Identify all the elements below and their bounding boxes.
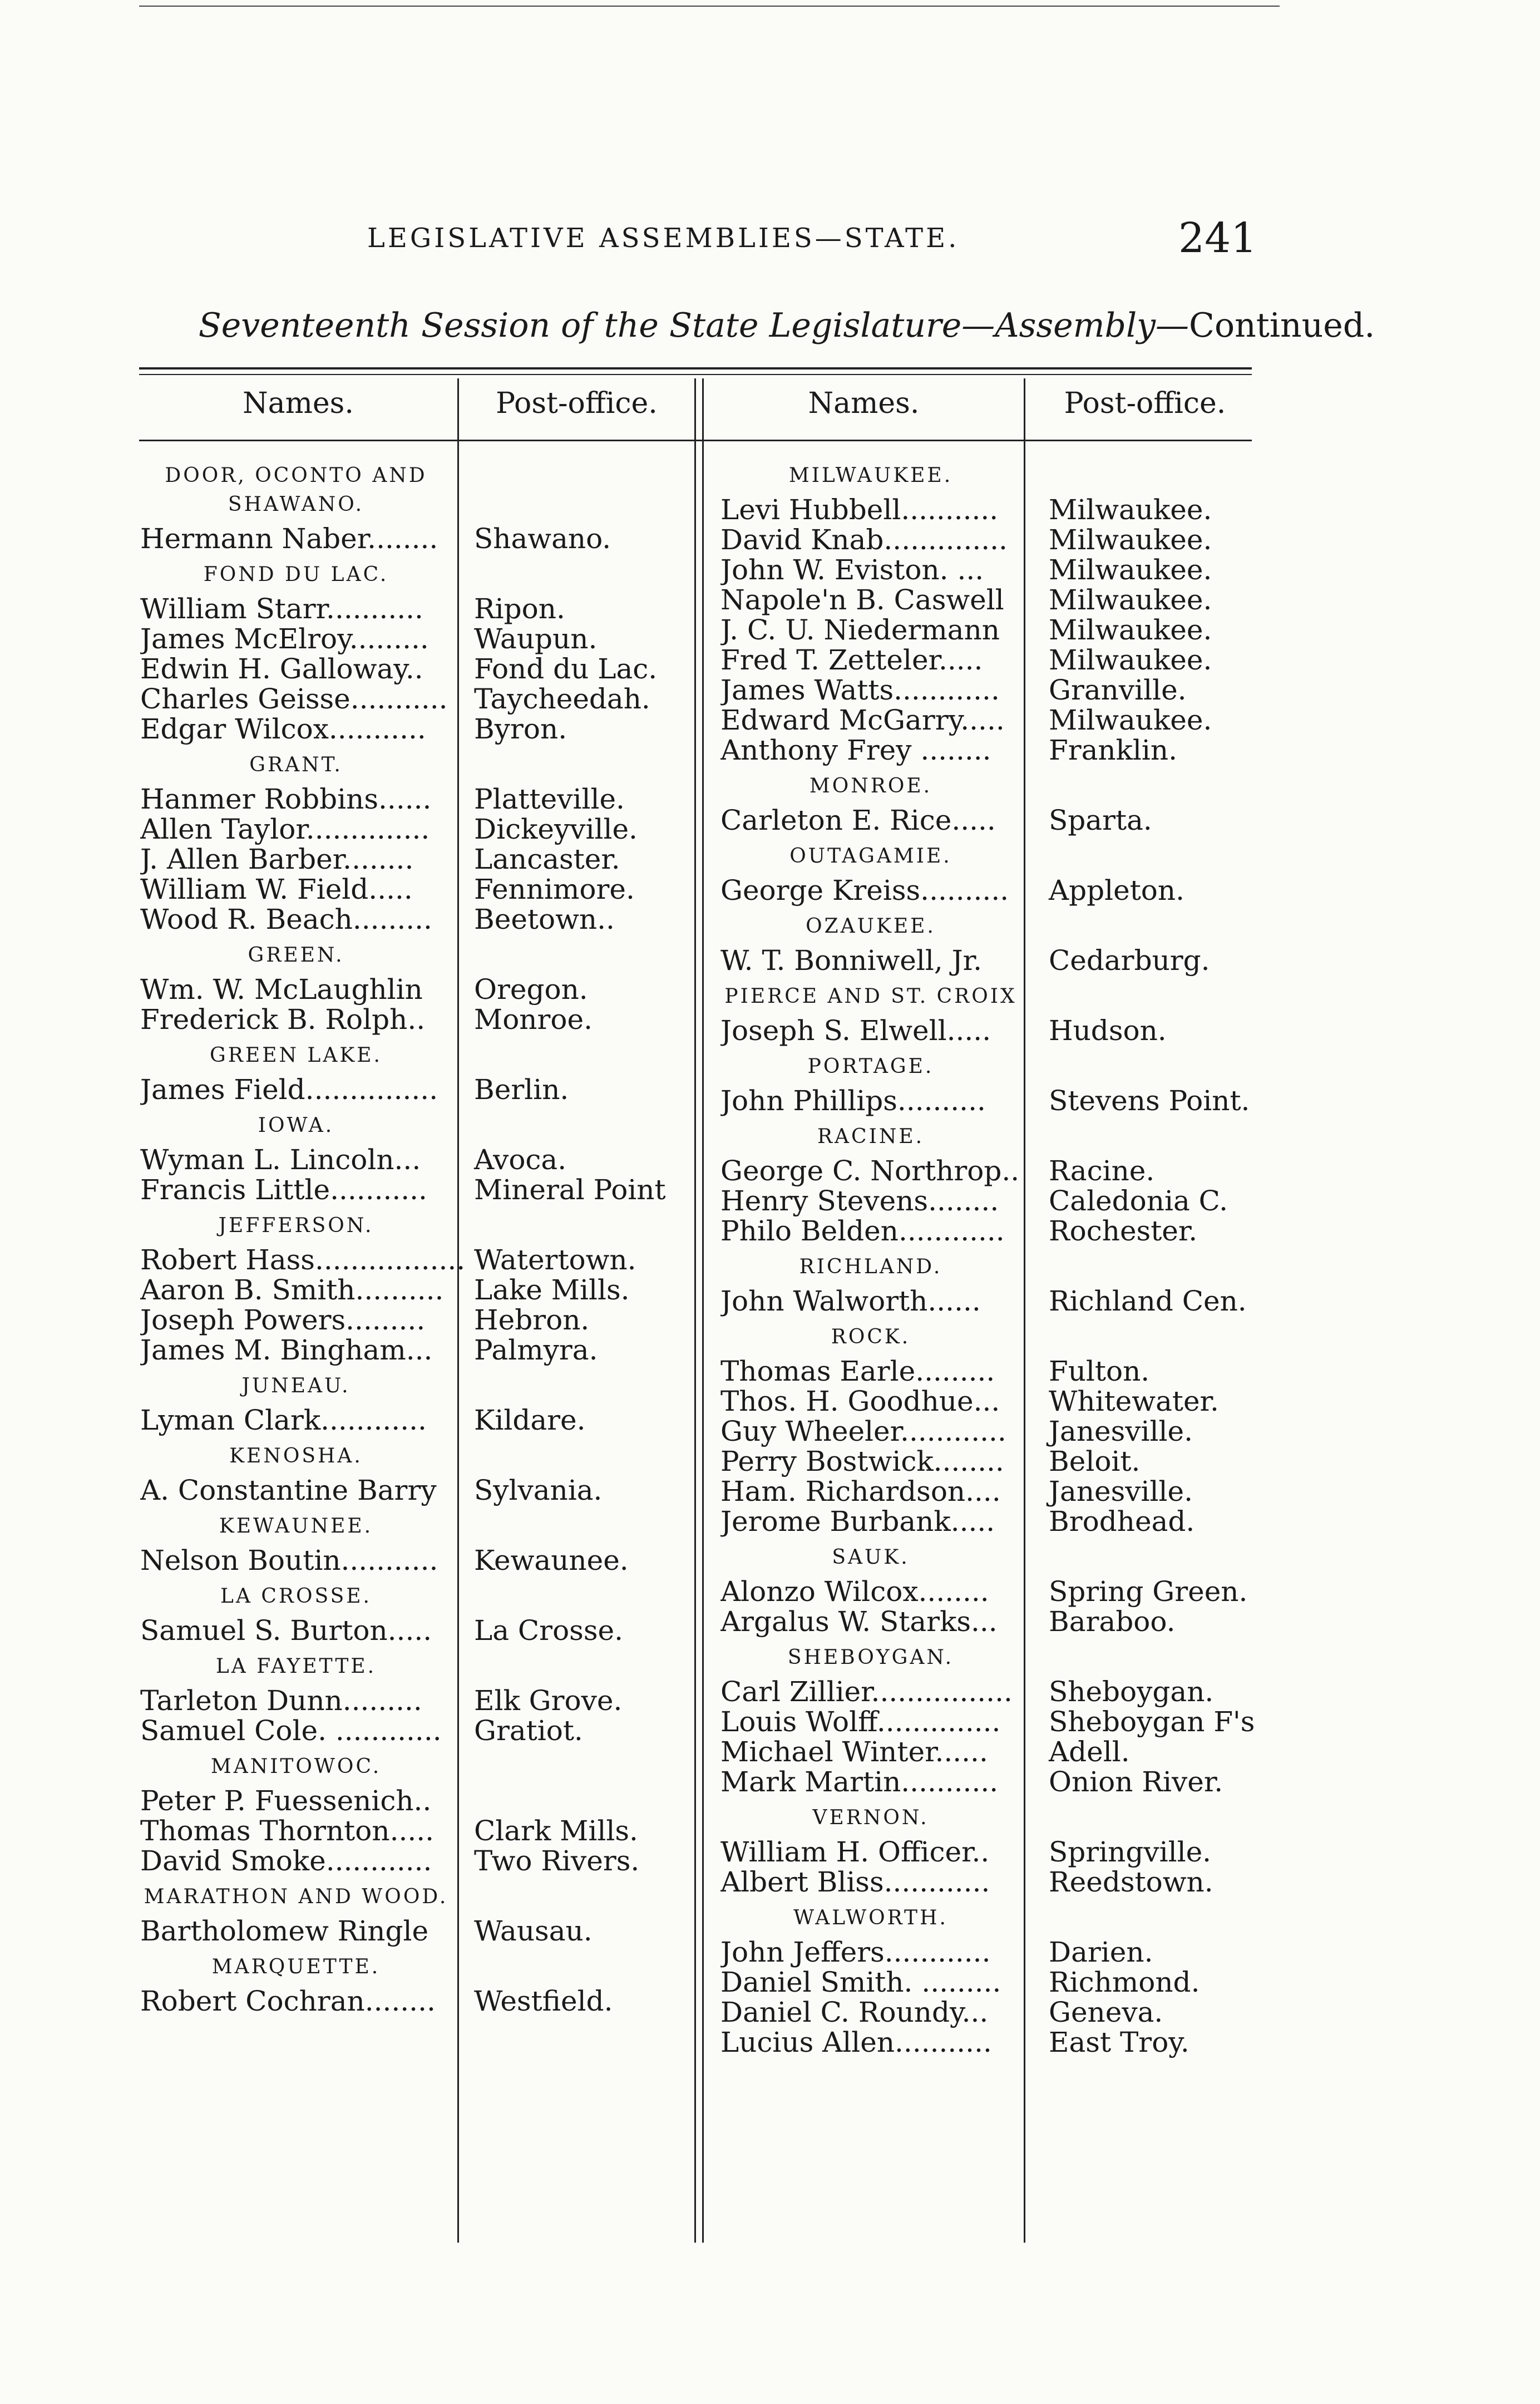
- table-top-rule: [139, 367, 1252, 370]
- member-post-office: Westfield.: [474, 1985, 613, 2017]
- member-name: Carl Zillier................: [720, 1676, 1013, 1708]
- member-row: [720, 1676, 1277, 1706]
- member-row: [720, 1085, 1277, 1115]
- member-row: [720, 674, 1277, 704]
- member-post-office: Beetown..: [474, 903, 615, 935]
- member-name: Edgar Wilcox...........: [140, 713, 426, 745]
- member-row: [140, 1915, 697, 1945]
- member-name: Nelson Boutin...........: [140, 1544, 438, 1577]
- member-row: [720, 1996, 1277, 2026]
- member-post-office: Adell.: [1049, 1736, 1130, 1768]
- member-row: [140, 1334, 697, 1364]
- county-heading: DOOR, OCONTO AND SHAWANO.: [165, 464, 427, 516]
- member-post-office: Sparta.: [1049, 804, 1152, 836]
- member-post-office: Hudson.: [1049, 1014, 1167, 1047]
- member-row: [140, 903, 697, 933]
- member-row: [720, 1505, 1277, 1538]
- member-post-office: Janesville.: [1049, 1415, 1193, 1447]
- county-heading: JEFFERSON.: [218, 1214, 374, 1237]
- member-row: [140, 1785, 697, 1815]
- member-post-office: Avoca.: [474, 1144, 567, 1176]
- county-heading: OUTAGAMIE.: [789, 845, 952, 868]
- member-post-office: Springville.: [1049, 1836, 1212, 1868]
- member-post-office: Hebron.: [474, 1304, 590, 1336]
- member-post-office: Milwaukee.: [1049, 704, 1212, 736]
- member-name: A. Constantine Barry: [140, 1474, 437, 1506]
- county-heading: GRANT.: [249, 753, 343, 776]
- member-name: Guy Wheeler............: [720, 1415, 1006, 1447]
- member-name: John Walworth......: [720, 1285, 981, 1317]
- member-name: James Field...............: [140, 1073, 438, 1106]
- member-post-office: Ripon.: [474, 593, 565, 625]
- member-post-office: Two Rivers.: [474, 1845, 640, 1877]
- member-post-office: Fond du Lac.: [474, 653, 658, 685]
- member-row: [720, 1355, 1277, 1385]
- member-post-office: Lancaster.: [474, 843, 620, 875]
- county-heading: JUNEAU.: [241, 1375, 351, 1397]
- county-heading: VERNON.: [812, 1806, 929, 1829]
- member-post-office: Milwaukee.: [1049, 494, 1212, 526]
- member-name: Jerome Burbank.....: [720, 1505, 995, 1538]
- member-post-office: Shawano.: [474, 523, 611, 555]
- member-post-office: Milwaukee.: [1049, 584, 1212, 616]
- member-row: [720, 584, 1277, 614]
- member-post-office: Rochester.: [1049, 1215, 1198, 1247]
- member-post-office: Sheboygan F's: [1049, 1706, 1255, 1738]
- member-row: [140, 1304, 697, 1334]
- member-post-office: Appleton.: [1049, 874, 1184, 907]
- member-row: [720, 944, 1277, 977]
- member-post-office: Reedstown.: [1049, 1866, 1213, 1898]
- member-row: [140, 1144, 697, 1174]
- right-column: [720, 454, 1277, 2056]
- table-top-rule-thin: [139, 374, 1252, 375]
- member-name: Thos. H. Goodhue...: [720, 1385, 1000, 1417]
- subtitle-continued: Continued.: [1189, 306, 1375, 345]
- member-row: [140, 873, 697, 903]
- member-row: [140, 783, 697, 813]
- member-post-office: Taycheedah.: [474, 683, 650, 715]
- member-row: [720, 1966, 1277, 1996]
- member-post-office: Richmond.: [1049, 1966, 1200, 1998]
- member-row: [140, 1073, 697, 1104]
- member-post-office: Mineral Point: [474, 1174, 666, 1206]
- county-heading: MARQUETTE.: [211, 1955, 381, 1978]
- member-row: [140, 1715, 697, 1745]
- member-name: Edwin H. Galloway..: [140, 653, 423, 685]
- member-row: [140, 813, 697, 843]
- member-name: Michael Winter......: [720, 1736, 988, 1768]
- member-post-office: Lake Mills.: [474, 1274, 630, 1306]
- member-row: [720, 1766, 1277, 1796]
- member-post-office: Stevens Point.: [1049, 1085, 1250, 1117]
- member-post-office: Sheboygan.: [1049, 1676, 1214, 1708]
- member-name: William W. Field.....: [140, 873, 413, 905]
- member-name: Louis Wolff..............: [720, 1706, 1001, 1738]
- county-heading: MONROE.: [809, 775, 932, 797]
- member-name: Napole'n B. Caswell: [720, 584, 1004, 616]
- member-row: [720, 1866, 1277, 1896]
- member-post-office: Oregon.: [474, 973, 588, 1006]
- member-name: Thomas Thornton.....: [140, 1815, 435, 1847]
- member-row: [720, 2026, 1277, 2056]
- member-name: Frederick B. Rolph..: [140, 1003, 426, 1036]
- member-post-office: Platteville.: [474, 783, 625, 815]
- member-post-office: Geneva.: [1049, 1996, 1163, 2028]
- member-post-office: Onion River.: [1049, 1766, 1223, 1798]
- county-heading: PIERCE AND ST. CROIX: [724, 985, 1017, 1008]
- member-name: Argalus W. Starks...: [720, 1605, 998, 1638]
- member-row: [140, 1845, 697, 1875]
- county-heading: RACINE.: [817, 1125, 925, 1148]
- county-heading: FOND DU LAC.: [203, 563, 389, 586]
- member-post-office: Clark Mills.: [474, 1815, 638, 1847]
- member-name: Wm. W. McLaughlin: [140, 973, 423, 1006]
- member-row: [720, 644, 1277, 674]
- member-name: David Smoke............: [140, 1845, 432, 1877]
- member-name: Samuel S. Burton.....: [140, 1614, 432, 1647]
- county-heading: LA FAYETTE.: [215, 1655, 377, 1678]
- member-name: J. Allen Barber........: [140, 843, 414, 875]
- county-heading: MANITOWOC.: [210, 1755, 382, 1778]
- member-post-office: Franklin.: [1049, 734, 1177, 766]
- member-name: James McElroy.........: [140, 623, 429, 655]
- member-post-office: Byron.: [474, 713, 567, 745]
- member-post-office: Milwaukee.: [1049, 524, 1212, 556]
- member-post-office: Granville.: [1049, 674, 1187, 706]
- member-name: James M. Bingham...: [140, 1334, 433, 1366]
- member-row: [720, 1736, 1277, 1766]
- member-post-office: Fennimore.: [474, 873, 635, 905]
- county-heading: PORTAGE.: [807, 1055, 934, 1078]
- left-column: [140, 454, 697, 2015]
- page-subtitle: [0, 306, 1540, 345]
- county-heading: OZAUKEE.: [806, 915, 936, 938]
- member-row: [720, 874, 1277, 907]
- member-post-office: Milwaukee.: [1049, 614, 1212, 646]
- right-postoffice-header: Post-office.: [1064, 387, 1226, 420]
- member-post-office: La Crosse.: [474, 1614, 623, 1647]
- member-post-office: Richland Cen.: [1049, 1285, 1247, 1317]
- member-row: [140, 683, 697, 713]
- member-post-office: East Troy.: [1049, 2026, 1189, 2058]
- member-post-office: Kewaunee.: [474, 1544, 629, 1577]
- page-header-title: LEGISLATIVE ASSEMBLIES—STATE.: [367, 223, 960, 254]
- member-row: [140, 1684, 697, 1715]
- member-row: [140, 623, 697, 653]
- county-heading: WALWORTH.: [793, 1907, 948, 1929]
- member-post-office: Cedarburg.: [1049, 944, 1210, 977]
- member-name: Anthony Frey ........: [720, 734, 991, 766]
- member-row: [140, 1815, 697, 1845]
- member-post-office: Dickeyville.: [474, 813, 638, 845]
- member-row: [720, 804, 1277, 834]
- member-row: [720, 524, 1277, 554]
- member-row: [720, 614, 1277, 644]
- member-row: [140, 523, 697, 553]
- member-post-office: Racine.: [1049, 1155, 1155, 1187]
- member-row: [720, 1445, 1277, 1475]
- member-name: Carleton E. Rice.....: [720, 804, 996, 836]
- member-post-office: Waupun.: [474, 623, 598, 655]
- member-name: Mark Martin...........: [720, 1766, 999, 1798]
- member-name: Alonzo Wilcox........: [720, 1575, 989, 1608]
- member-name: Robert Hass.................: [140, 1244, 466, 1276]
- member-name: David Knab..............: [720, 524, 1008, 556]
- member-post-office: Gratiot.: [474, 1715, 583, 1747]
- member-name: Joseph Powers.........: [140, 1304, 426, 1336]
- member-name: Fred T. Zetteler.....: [720, 644, 983, 676]
- member-post-office: Beloit.: [1049, 1445, 1141, 1477]
- member-name: Levi Hubbell...........: [720, 494, 999, 526]
- member-row: [720, 1285, 1277, 1315]
- member-name: Albert Bliss............: [720, 1866, 990, 1898]
- member-name: Allen Taylor..............: [140, 813, 430, 845]
- member-row: [140, 1474, 697, 1504]
- member-row: [720, 1575, 1277, 1608]
- county-heading: ROCK.: [831, 1326, 911, 1348]
- member-name: W. T. Bonniwell, Jr.: [720, 944, 982, 977]
- member-row: [720, 1014, 1277, 1045]
- right-names-header: Names.: [808, 387, 920, 420]
- member-post-office: Elk Grove.: [474, 1684, 623, 1717]
- member-row: [720, 1185, 1277, 1215]
- member-name: Hermann Naber........: [140, 523, 438, 555]
- member-name: Wyman L. Lincoln...: [140, 1144, 421, 1176]
- member-name: J. C. U. Niedermann: [720, 614, 1000, 646]
- member-post-office: Monroe.: [474, 1003, 593, 1036]
- member-row: [140, 973, 697, 1006]
- member-name: Thomas Earle.........: [720, 1355, 995, 1387]
- member-row: [140, 653, 697, 683]
- county-heading: SHEBOYGAN.: [787, 1646, 954, 1669]
- member-name: Samuel Cole. ............: [140, 1715, 442, 1747]
- member-row: [720, 1415, 1277, 1445]
- member-row: [720, 1215, 1277, 1245]
- member-row: [140, 593, 697, 623]
- member-name: Aaron B. Smith..........: [140, 1274, 444, 1306]
- member-post-office: Milwaukee.: [1049, 554, 1212, 586]
- member-name: Lucius Allen...........: [720, 2026, 992, 2058]
- member-name: Hanmer Robbins......: [140, 783, 432, 815]
- member-row: [720, 1155, 1277, 1185]
- member-name: William H. Officer..: [720, 1836, 990, 1868]
- left-postoffice-header: Post-office.: [496, 387, 658, 420]
- county-heading: KEWAUNEE.: [219, 1515, 373, 1538]
- member-row: [140, 1404, 697, 1434]
- top-border-line: [139, 6, 1280, 7]
- member-post-office: Whitewater.: [1049, 1385, 1219, 1417]
- member-name: Henry Stevens........: [720, 1185, 999, 1217]
- member-name: Wood R. Beach.........: [140, 903, 432, 935]
- member-post-office: Sylvania.: [474, 1474, 603, 1506]
- column-divider-center-b: [702, 378, 704, 2243]
- member-row: [720, 704, 1277, 734]
- member-row: [720, 1936, 1277, 1966]
- member-name: Tarleton Dunn.........: [140, 1684, 422, 1717]
- member-row: [140, 713, 697, 743]
- member-row: [140, 1003, 697, 1036]
- left-names-header: Names.: [243, 387, 354, 420]
- member-post-office: Janesville.: [1049, 1475, 1193, 1508]
- member-name: Peter P. Fuessenich..: [140, 1785, 432, 1817]
- member-row: [720, 1836, 1277, 1866]
- member-post-office: Spring Green.: [1049, 1575, 1248, 1608]
- member-row: [720, 1605, 1277, 1638]
- member-name: William Starr...........: [140, 593, 423, 625]
- member-name: George Kreiss..........: [720, 874, 1009, 907]
- page-number: 241: [1178, 214, 1257, 262]
- member-name: Lyman Clark............: [140, 1404, 427, 1436]
- member-name: Francis Little...........: [140, 1174, 427, 1206]
- member-name: Perry Bostwick........: [720, 1445, 1004, 1477]
- member-name: John Phillips..........: [720, 1085, 986, 1117]
- county-heading: GREEN LAKE.: [210, 1044, 382, 1067]
- member-row: [140, 843, 697, 873]
- county-heading: KENOSHA.: [229, 1445, 363, 1467]
- member-post-office: Milwaukee.: [1049, 644, 1212, 676]
- member-post-office: Darien.: [1049, 1936, 1153, 1968]
- county-heading: SAUK.: [832, 1546, 910, 1569]
- member-post-office: Palmyra.: [474, 1334, 598, 1366]
- member-row: [140, 1244, 697, 1274]
- county-heading: MILWAUKEE.: [788, 464, 953, 487]
- member-post-office: Brodhead.: [1049, 1505, 1195, 1538]
- member-row: [720, 1475, 1277, 1508]
- member-row: [140, 1544, 697, 1577]
- member-name: Philo Belden............: [720, 1215, 1005, 1247]
- member-name: Charles Geisse...........: [140, 683, 448, 715]
- member-row: [720, 1385, 1277, 1415]
- member-row: [720, 734, 1277, 764]
- member-row: [140, 1985, 697, 2015]
- member-row: [140, 1614, 697, 1647]
- county-heading: MARATHON AND WOOD.: [144, 1885, 448, 1908]
- member-name: Joseph S. Elwell.....: [720, 1014, 991, 1047]
- member-post-office: Baraboo.: [1049, 1605, 1176, 1638]
- member-row: [720, 1706, 1277, 1736]
- county-heading: LA CROSSE.: [220, 1585, 372, 1608]
- member-name: Daniel Smith. .........: [720, 1966, 1001, 1998]
- county-heading: GREEN.: [248, 944, 344, 967]
- county-heading: IOWA.: [258, 1114, 334, 1137]
- member-post-office: Wausau.: [474, 1915, 593, 1947]
- member-name: John W. Eviston. ...: [720, 554, 984, 586]
- member-name: Robert Cochran........: [140, 1985, 436, 2017]
- member-row: [720, 554, 1277, 584]
- member-post-office: Caledonia C.: [1049, 1185, 1228, 1217]
- subtitle-italic: Seventeenth Session of the State Legislature—Assembly—: [198, 306, 1189, 345]
- member-post-office: Fulton.: [1049, 1355, 1150, 1387]
- member-row: [720, 494, 1277, 524]
- member-name: John Jeffers............: [720, 1936, 991, 1968]
- member-post-office: Berlin.: [474, 1073, 569, 1106]
- member-name: Ham. Richardson....: [720, 1475, 1001, 1508]
- member-row: [140, 1174, 697, 1204]
- member-post-office: Watertown.: [474, 1244, 636, 1276]
- member-name: Bartholomew Ringle: [140, 1915, 429, 1947]
- member-row: [140, 1274, 697, 1304]
- member-name: George C. Northrop..: [720, 1155, 1020, 1187]
- member-post-office: Kildare.: [474, 1404, 586, 1436]
- member-name: Daniel C. Roundy...: [720, 1996, 989, 2028]
- member-name: James Watts............: [720, 674, 1000, 706]
- county-heading: RICHLAND.: [799, 1255, 942, 1278]
- member-name: Edward McGarry.....: [720, 704, 1005, 736]
